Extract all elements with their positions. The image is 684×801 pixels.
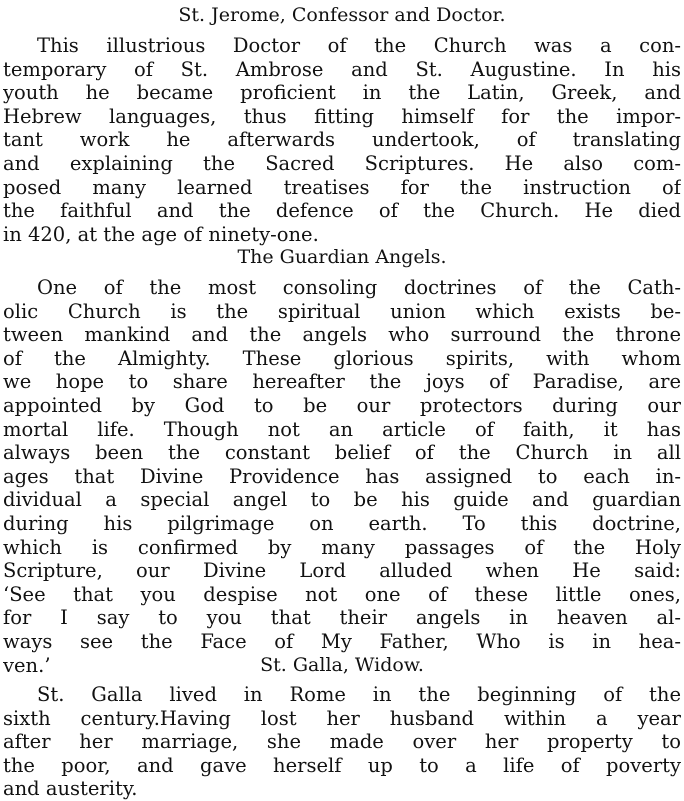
text-line: appointed by God to be our protectors during our [3,393,681,417]
text-line: the poor, and gave herself up to a life of poverty [3,753,681,777]
text-line: in 420, at the age of ninety-one. [3,222,319,246]
text-line: ‘See that you despise not one of these little ones, [3,582,681,606]
paragraph-st-galla [3,683,681,801]
text-line: the faithful and the defence of the Church. He died [3,199,681,223]
text-line: St. Galla lived in Rome in the beginning of the [37,683,681,706]
text-line: temporary of St. Ambrose and St. Augustine. In his [3,57,681,81]
paragraph-st-jerome [3,34,681,246]
text-line: always been the constant belief of the Church in all [3,441,681,465]
text-line: and austerity. [3,777,138,801]
section-title-st-galla: St. Galla, Widow. [260,654,424,676]
section-title-st-jerome: St. Jerome, Confessor and Doctor. [178,4,506,26]
text-line: and explaining the Sacred Scriptures. He also com- [3,151,681,175]
section-title-guardian-angels: The Guardian Angels. [237,246,447,268]
text-line: tween mankind and the angels who surround the throne [3,323,681,347]
text-line: One of the most consoling doctrines of the Cath- [37,276,681,299]
text-line: which is confirmed by many passages of the Holy [3,535,681,559]
paragraph-guardian-angels [3,276,681,677]
text-line: we hope to share hereafter the joys of Paradise, are [3,370,681,394]
text-line: mortal life. Though not an article of faith, it has [3,417,681,441]
text-line: Scripture, our Divine Lord alluded when He said: [3,559,681,583]
text-line: of the Almighty. These glorious spirits, with whom [3,346,681,370]
text-line: ages that Divine Providence has assigned to each in- [3,464,681,488]
text-line: ways see the Face of My Father, Who is in hea- [3,629,681,653]
text-line: olic Church is the spiritual union which exists be- [3,299,681,323]
text-line: posed many learned treatises for the instruction of [3,175,681,199]
text-line: Hebrew languages, thus fitting himself for the impor- [3,104,681,128]
text-line: during his pilgrimage on earth. To this doctrine, [3,511,681,535]
text-line: youth he became proficient in the Latin, Greek, and [3,81,681,105]
text-line: ven.’ [3,653,51,677]
text-line: This illustrious Doctor of the Church was a con- [37,34,681,57]
text-line: for I say to you that their angels in heaven al- [3,606,681,630]
text-line: dividual a special angel to be his guide and guardian [3,488,681,512]
text-line: after her marriage, she made over her property to [3,730,681,754]
text-line: sixth century.Having lost her husband within a year [3,706,681,730]
text-line: tant work he afterwards undertook, of translating [3,128,681,152]
